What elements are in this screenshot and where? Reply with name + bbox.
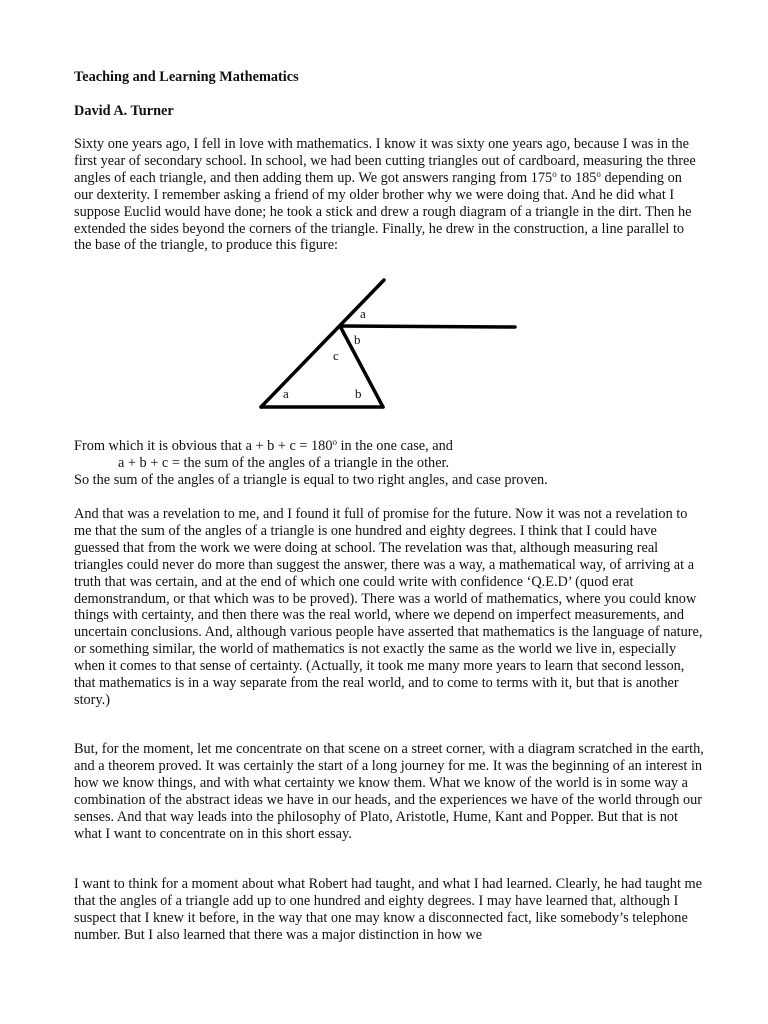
paragraph-1 [74, 136, 704, 254]
document-author: David A. Turner [74, 103, 174, 119]
label-top-b: b [354, 332, 361, 347]
equation-line-1 [74, 438, 453, 455]
label-top-a: a [360, 306, 366, 321]
paragraph-4: But, for the moment, let me concentrate on that scene on a street corner, with a diagram scratched in the earth, and a theorem proved. It was certainly the start of a long journey for me. It was the beginning of an interest in how we know things, and with what certainty we know them. What we know of the world is in some way a combination of the abstract ideas we have in our heads, and the experiences we have of the world through our senses. And that way leads into the philosophy of Plato, Aristotle, Hume, Kant and Popper. But that is not what I want to concentrate on in this short essay. [74, 741, 704, 842]
paragraph-3: And that was a revelation to me, and I found it full of promise for the future. Now it was not a revelation to me that the sum of the angles of a triangle is one hundred and eighty degrees. I think that I could have guessed that from the work we were doing at school. The revelation was that, although measuring real triangles could never do more than suggest the answer, there was a way, a mathematical way, of arriving at a truth that was certain, and at the end of which one could write with confidence ‘Q.E.D’ (quod erat demonstrandum, or that which was to be proved). There was a world of mathematics, where you could know things with certainty, and then there was the real world, where we depend on imperfect measurements, and uncertain conclusions. And, although various people have asserted that mathematics is the language of nature, or something similar, the world of mathematics is not exactly the same as the world we live in, especially when it comes to that sense of certainty. (Actually, it took me many more years to learn that second lesson, that mathematics is in a way separate from the real world, and to come to terms with it, but that is another story.) [74, 506, 703, 708]
paragraph-1-mid: to 185 [556, 169, 597, 186]
paragraph-1-text: Sixty one years ago, I fell in love with mathematics. I know it was sixty one years ago, because I was in the first year of secondary school. In school, we had been cutting triangles out of cardboard, measuring the three angles of each triangle, and then adding them up. We got answers ranging from 175 [74, 136, 696, 186]
label-bottom-b: b [355, 386, 362, 401]
triangle-figure [255, 276, 520, 416]
equation-1-end: in the one case, and [336, 438, 453, 454]
label-c: c [333, 348, 339, 363]
equation-line-2: a + b + c = the sum of the angles of a triangle in the other. [118, 455, 450, 471]
triangle-right-side [340, 326, 383, 407]
parallel-construction-line [340, 326, 515, 327]
degree-mark: o [332, 437, 337, 447]
degree-mark: o [552, 168, 557, 179]
paragraph-1-end: depending on our dexterity. I remember asking a friend of my older brother why we were doing that. And he did what I suppose Euclid would have done; he took a stick and drew a rough diagram of a triangle in the dirt. Then he extended the sides beyond the corners of the triangle. Finally, he drew in the construction, a line parallel to the base of the triangle, to produce this figure: [74, 169, 692, 254]
document-title: Teaching and Learning Mathematics [74, 69, 299, 85]
triangle-left-side-extended [261, 280, 384, 407]
degree-mark: o [596, 168, 601, 179]
label-bottom-a: a [283, 386, 289, 401]
equation-1-start: From which it is obvious that a + b + c = 180 [74, 438, 333, 454]
equation-line-3: So the sum of the angles of a triangle is equal to two right angles, and case proven. [74, 472, 548, 488]
paragraph-5: I want to think for a moment about what Robert had taught, and what I had learned. Clearly, he had taught me that the angles of a triangle add up to one hundred and eighty degrees. I may have learned that, although I suspect that I knew it before, in the way that one may know a disconnected fact, like somebody’s telephone number. But I also learned that there was a major distinction in how we [74, 876, 702, 943]
